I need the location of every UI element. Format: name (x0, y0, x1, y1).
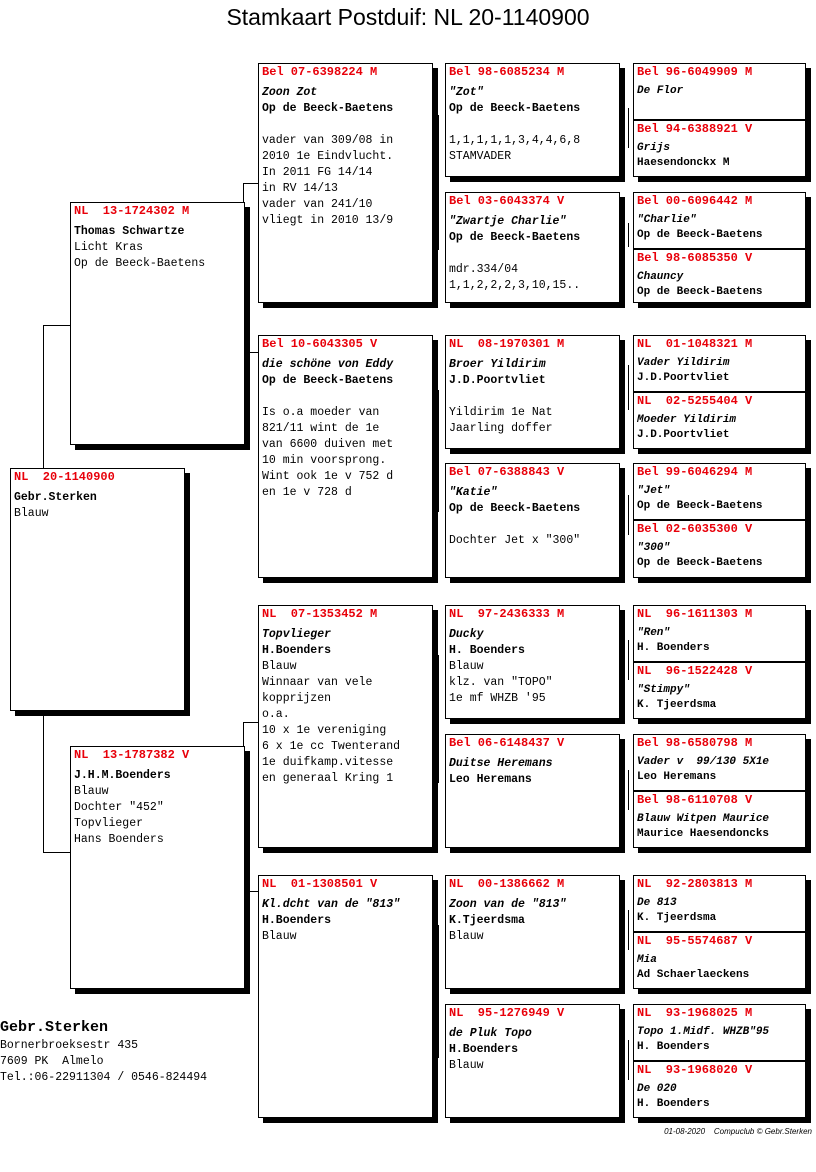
pigeon-info-line: de Pluk Topo (449, 1027, 532, 1040)
pigeon-info-line: Ad Schaerlaeckens (637, 969, 750, 981)
pigeon-card-mmf[interactable] (445, 875, 620, 989)
pigeon-info-line: Chauncy (637, 271, 684, 283)
pigeon-info-line: 1e duifkamp.vitesse (262, 756, 394, 769)
pigeon-card-father[interactable] (70, 202, 245, 445)
pigeon-info-line: Yildirim 1e Nat (449, 406, 553, 419)
connector-line (243, 891, 258, 892)
pigeon-info-line: Winnaar van vele (262, 676, 373, 689)
pigeon-info-line: vliegt in 2010 13/9 (262, 214, 394, 227)
pigeon-info-line: Zoon van de "813" (449, 898, 567, 911)
connector-line (243, 183, 258, 184)
pigeon-info-line: Hans Boenders (74, 833, 164, 846)
pigeon-info-line: Vader Yildirim (637, 357, 730, 369)
pigeon-card-g4-1[interactable] (633, 63, 806, 120)
pigeon-info-line: in RV 14/13 (262, 182, 338, 195)
pigeon-card-mm[interactable] (258, 875, 433, 1118)
pigeon-info-line: van 6600 duiven met (262, 438, 394, 451)
pigeon-info-line: Is o.a moeder van (262, 406, 380, 419)
pigeon-card-g4-11[interactable] (633, 734, 806, 791)
pigeon-info-line: Op de Beeck-Baetens (449, 502, 581, 515)
connector-line (438, 925, 439, 1058)
pigeon-info-line: De Flor (637, 85, 684, 97)
ring-number: NL 13-1787382 V (74, 748, 190, 762)
pigeon-info-line: Licht Kras (74, 241, 144, 254)
owner-phone: Tel.:06-22911304 / 0546-824494 (0, 1071, 208, 1084)
pigeon-info-line: Maurice Haesendoncks (637, 828, 770, 840)
pigeon-info-line: Mia (637, 954, 657, 966)
pigeon-info-line: en 1e v 728 d (262, 486, 352, 499)
ring-number: NL 96-1522428 V (637, 664, 753, 678)
pigeon-info-line: Topvlieger (74, 817, 144, 830)
pigeon-info-line: Duitse Heremans (449, 757, 553, 770)
pigeon-info-line: Kl.dcht van de "813" (262, 898, 401, 911)
pigeon-info-line: 1,1,1,1,1,3,4,4,6,8 (449, 134, 581, 147)
pigeon-card-g4-9[interactable] (633, 605, 806, 662)
pigeon-info-line: Thomas Schwartze (74, 225, 185, 238)
ring-number: Bel 00-6096442 M (637, 194, 753, 208)
pigeon-info-line: Blauw (74, 785, 109, 798)
pigeon-card-g4-13[interactable] (633, 875, 806, 932)
connector-line (628, 1040, 629, 1080)
pigeon-info-line: o.a. (262, 708, 290, 721)
pigeon-info-line: Vader v 99/130 5X1e (637, 756, 770, 768)
owner-address-city: 7609 PK Almelo (0, 1055, 104, 1068)
ring-number: NL 93-1968025 M (637, 1006, 753, 1020)
ring-number: Bel 98-6085234 M (449, 65, 565, 79)
connector-line (438, 655, 439, 783)
pigeon-info-line: "Zot" (449, 86, 484, 99)
pigeon-info-line: Leo Heremans (637, 771, 717, 783)
pigeon-info-line: Blauw (14, 507, 49, 520)
connector-line (628, 495, 629, 535)
pigeon-info-line: Blauw (262, 660, 297, 673)
ring-number: Bel 10-6043305 V (262, 337, 378, 351)
pigeon-card-fm[interactable] (258, 335, 433, 578)
pigeon-info-line: Op de Beeck-Baetens (637, 229, 763, 241)
pigeon-info-line: Op de Beeck-Baetens (262, 102, 394, 115)
pigeon-info-line: In 2011 FG 14/14 (262, 166, 373, 179)
line-spacer (449, 517, 616, 533)
ring-number: NL 08-1970301 M (449, 337, 565, 351)
pigeon-info-line: STAMVADER (449, 150, 512, 163)
ring-number: Bel 02-6035300 V (637, 522, 753, 536)
ring-number: NL 01-1308501 V (262, 877, 378, 891)
pigeon-info-line: 10 min voorsprong. (262, 454, 387, 467)
pigeon-card-subject[interactable] (10, 468, 185, 711)
ring-number: NL 00-1386662 M (449, 877, 565, 891)
pigeon-card-mmm[interactable] (445, 1004, 620, 1118)
ring-number: NL 02-5255404 V (637, 394, 753, 408)
pigeon-card-mfm[interactable] (445, 734, 620, 848)
pigeon-card-mother[interactable] (70, 746, 245, 989)
line-spacer (449, 246, 616, 262)
pigeon-info-line: "Jet" (637, 485, 671, 497)
pigeon-info-line: "Katie" (449, 486, 498, 499)
line-spacer (449, 117, 616, 133)
ring-number: Bel 03-6043374 V (449, 194, 565, 208)
pigeon-info-line: Op de Beeck-Baetens (637, 500, 763, 512)
pigeon-info-line: J.D.Poortvliet (449, 374, 546, 387)
pigeon-card-mff[interactable] (445, 605, 620, 719)
pigeon-card-g4-2[interactable] (633, 120, 806, 177)
connector-line (628, 770, 629, 810)
pigeon-info-line: kopprijzen (262, 692, 332, 705)
pigeon-info-line: Op de Beeck-Baetens (262, 374, 394, 387)
pigeon-info-line: J.D.Poortvliet (637, 372, 730, 384)
ring-number: Bel 98-6085350 V (637, 251, 753, 265)
ring-number: NL 20-1140900 (14, 470, 115, 484)
pigeon-info-line: mdr.334/04 (449, 263, 519, 276)
pigeon-info-line: Zoon Zot (262, 86, 318, 99)
pigeon-info-line: "Ren" (637, 627, 671, 639)
pigeon-info-line: K. Tjeerdsma (637, 699, 717, 711)
connector-line (628, 640, 629, 680)
pigeon-card-ffm[interactable] (445, 192, 620, 303)
owner-address-street: Bornerbroeksestr 435 (0, 1039, 139, 1052)
pigeon-info-line: Grijs (637, 142, 671, 154)
pigeon-card-fmm[interactable] (445, 463, 620, 578)
pigeon-info-line: en generaal Kring 1 (262, 772, 394, 785)
pigeon-info-line: Blauw (262, 930, 297, 943)
connector-line (628, 365, 629, 410)
connector-line (43, 325, 71, 326)
pigeon-card-fmf[interactable] (445, 335, 620, 449)
pigeon-info-line: Blauw Witpen Maurice (637, 813, 770, 825)
connector-line (438, 115, 439, 250)
pigeon-info-line: H.Boenders (262, 914, 332, 927)
pigeon-info-line: De 020 (637, 1083, 677, 1095)
pigeon-info-line: vader van 309/08 in (262, 134, 394, 147)
connector-line (243, 722, 258, 723)
pigeon-info-line: Topo 1.Midf. WHZB"95 (637, 1026, 770, 1038)
pigeon-info-line: Leo Heremans (449, 773, 532, 786)
pigeon-info-line: "300" (637, 542, 671, 554)
pigeon-card-g4-15[interactable] (633, 1004, 806, 1061)
pigeon-info-line: H. Boenders (637, 642, 710, 654)
pigeon-card-g4-14[interactable] (633, 932, 806, 989)
pigeon-info-line: Blauw (449, 930, 484, 943)
pigeon-info-line: Op de Beeck-Baetens (449, 231, 581, 244)
pigeon-card-g4-4[interactable] (633, 249, 806, 303)
ring-number: NL 92-2803813 M (637, 877, 753, 891)
pigeon-info-line: 6 x 1e cc Twenterand (262, 740, 401, 753)
ring-number: Bel 06-6148437 V (449, 736, 565, 750)
pigeon-card-fff[interactable] (445, 63, 620, 177)
ring-number: NL 96-1611303 M (637, 607, 753, 621)
ring-number: Bel 99-6046294 M (637, 465, 753, 479)
ring-number: NL 95-1276949 V (449, 1006, 565, 1020)
connector-line (243, 352, 258, 353)
pigeon-info-line: Blauw (449, 1059, 484, 1072)
pigeon-info-line: Dochter Jet x "300" (449, 534, 581, 547)
pigeon-info-line: Op de Beeck-Baetens (449, 102, 581, 115)
pigeon-info-line: Blauw (449, 660, 484, 673)
pigeon-card-ff[interactable] (258, 63, 433, 303)
pigeon-card-mf[interactable] (258, 605, 433, 848)
pigeon-info-line: 2010 1e Eindvlucht. (262, 150, 394, 163)
pigeon-info-line: H. Boenders (637, 1098, 710, 1110)
pigeon-card-g4-12[interactable] (633, 791, 806, 848)
owner-block (0, 1018, 207, 1086)
ring-number: Bel 94-6388921 V (637, 122, 753, 136)
ring-number: Bel 07-6398224 M (262, 65, 378, 79)
pigeon-card-g4-7[interactable] (633, 463, 806, 520)
pigeon-info-line: Wint ook 1e v 752 d (262, 470, 394, 483)
pigeon-info-line: J.H.M.Boenders (74, 769, 171, 782)
ring-number: Bel 98-6110708 V (637, 793, 753, 807)
pigeon-info-line: De 813 (637, 897, 677, 909)
footer-credit: 01-08-2020 Compuclub © Gebr.Sterken (664, 1127, 812, 1136)
pigeon-info-line: "Zwartje Charlie" (449, 215, 567, 228)
pigeon-info-line: Op de Beeck-Baetens (637, 557, 763, 569)
pigeon-info-line: 1e mf WHZB '95 (449, 692, 546, 705)
pigeon-info-line: Jaarling doffer (449, 422, 553, 435)
ring-number: NL 07-1353452 M (262, 607, 378, 621)
ring-number: NL 13-1724302 M (74, 204, 190, 218)
pigeon-info-line: Moeder Yildirim (637, 414, 737, 426)
pigeon-card-g4-8[interactable] (633, 520, 806, 578)
line-spacer (262, 117, 429, 133)
line-spacer (449, 389, 616, 405)
pigeon-info-line: Op de Beeck-Baetens (637, 286, 763, 298)
connector-line (438, 390, 439, 512)
pigeon-info-line: 1,1,2,2,2,3,10,15.. (449, 279, 581, 292)
ring-number: NL 95-5574687 V (637, 934, 753, 948)
pigeon-info-line: Topvlieger (262, 628, 332, 641)
pigeon-card-g4-16[interactable] (633, 1061, 806, 1118)
pigeon-info-line: Op de Beeck-Baetens (74, 257, 206, 270)
pigeon-card-g4-3[interactable] (633, 192, 806, 249)
pigeon-card-g4-5[interactable] (633, 335, 806, 392)
pigeon-info-line: J.D.Poortvliet (637, 429, 730, 441)
ring-number: Bel 07-6388843 V (449, 465, 565, 479)
pigeon-info-line: Broer Yildirim (449, 358, 546, 371)
pigeon-info-line: vader van 241/10 (262, 198, 373, 211)
pigeon-info-line: H.Boenders (449, 1043, 519, 1056)
pigeon-info-line: "Stimpy" (637, 684, 690, 696)
pigeon-info-line: die schöne von Eddy (262, 358, 394, 371)
pigeon-info-line: klz. van "TOPO" (449, 676, 553, 689)
connector-line (628, 108, 629, 148)
pigeon-info-line: 821/11 wint de 1e (262, 422, 380, 435)
pigeon-info-line: 10 x 1e vereniging (262, 724, 387, 737)
ring-number: NL 93-1968020 V (637, 1063, 753, 1077)
connector-line (628, 223, 629, 247)
pigeon-info-line: H. Boenders (637, 1041, 710, 1053)
pigeon-info-line: H.Boenders (262, 644, 332, 657)
connector-line (628, 910, 629, 950)
ring-number: NL 01-1048321 M (637, 337, 753, 351)
owner-name: Gebr.Sterken (0, 1019, 109, 1036)
pigeon-info-line: "Charlie" (637, 214, 697, 226)
pigeon-card-g4-10[interactable] (633, 662, 806, 719)
line-spacer (262, 389, 429, 405)
pigeon-info-line: Haesendonckx M (637, 157, 730, 169)
pigeon-info-line: K.Tjeerdsma (449, 914, 525, 927)
pigeon-info-line: Gebr.Sterken (14, 491, 97, 504)
pigeon-card-g4-6[interactable] (633, 392, 806, 449)
pigeon-info-line: K. Tjeerdsma (637, 912, 717, 924)
ring-number: NL 97-2436333 M (449, 607, 565, 621)
ring-number: Bel 96-6049909 M (637, 65, 753, 79)
page-title: Stamkaart Postduif: NL 20-1140900 (226, 4, 590, 30)
pigeon-info-line: Ducky (449, 628, 484, 641)
ring-number: Bel 98-6580798 M (637, 736, 753, 750)
pigeon-info-line: Dochter "452" (74, 801, 164, 814)
pigeon-info-line: H. Boenders (449, 644, 525, 657)
connector-line (43, 852, 71, 853)
